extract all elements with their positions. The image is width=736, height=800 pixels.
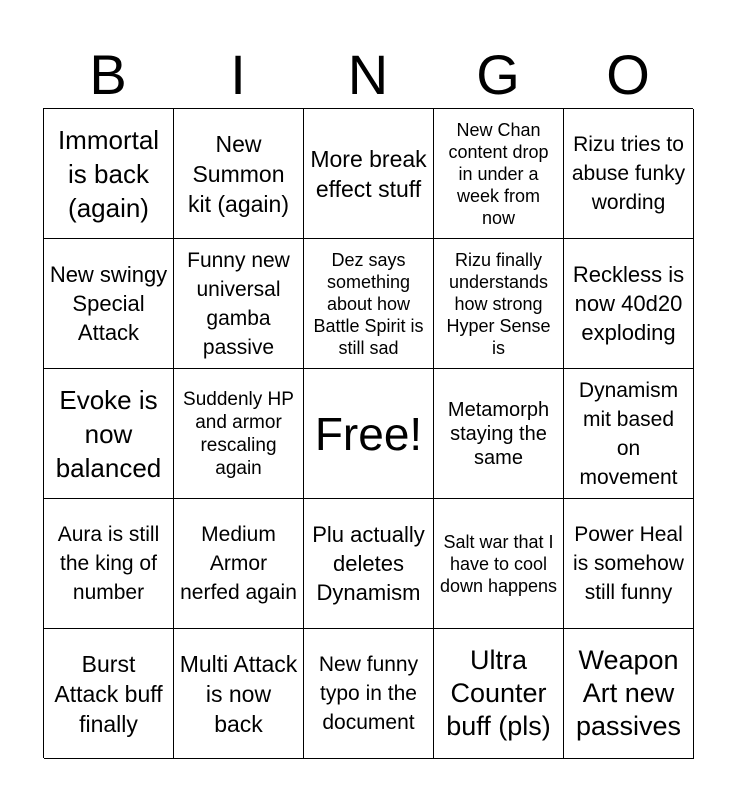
bingo-cell-22[interactable] (174, 629, 304, 759)
bingo-cell-5[interactable] (564, 109, 694, 239)
cell-text: Free! (314, 407, 423, 460)
cell-text: New Summon kit (again) (188, 130, 289, 217)
cell-text: Dez says something about how Battle Spirit is still sad (313, 249, 424, 358)
cell-text: Immortal is back (again) (57, 124, 160, 223)
cell-text: Reckless is now 40d20 exploding (572, 262, 685, 345)
bingo-cell-12[interactable] (174, 369, 304, 499)
cell-text: Weapon Art new passives (575, 645, 682, 741)
cell-text: Ultra Counter buff (pls) (446, 645, 551, 741)
bingo-cell-18[interactable] (304, 499, 434, 629)
header-letter-i: I (230, 43, 246, 106)
cell-text: Burst Attack buff finally (54, 650, 163, 737)
cell-text: Medium Armor nerfed again (180, 523, 297, 604)
cell-text: Rizu tries to abuse funky wording (571, 133, 686, 214)
cell-text: Salt war that I have to cool down happens (439, 531, 558, 596)
cell-text: New swingy Special Attack (49, 262, 168, 345)
bingo-cell-3[interactable] (304, 109, 434, 239)
bingo-cell-25[interactable] (564, 629, 694, 759)
bingo-header (43, 42, 693, 108)
bingo-cell-9[interactable] (434, 239, 564, 369)
cell-text: Evoke is now balanced (55, 384, 162, 483)
header-letter-b: B (89, 43, 127, 106)
bingo-cell-free[interactable] (304, 369, 434, 499)
bingo-cell-23[interactable] (304, 629, 434, 759)
cell-text: Plu actually deletes Dynamism (312, 522, 425, 605)
header-letter-o: O (606, 43, 650, 106)
bingo-cell-2[interactable] (174, 109, 304, 239)
bingo-cell-21[interactable] (44, 629, 174, 759)
bingo-cell-14[interactable] (434, 369, 564, 499)
cell-text: Multi Attack is now back (179, 650, 298, 737)
bingo-cell-7[interactable] (174, 239, 304, 369)
cell-text: Power Heal is somehow still funny (573, 523, 684, 604)
bingo-cell-20[interactable] (564, 499, 694, 629)
bingo-cell-1[interactable] (44, 109, 174, 239)
bingo-cell-16[interactable] (44, 499, 174, 629)
bingo-cell-17[interactable] (174, 499, 304, 629)
cell-text: New Chan content drop in under a week from now (448, 119, 549, 228)
cell-text: Metamorph staying the same (447, 398, 550, 469)
bingo-board (43, 108, 693, 758)
bingo-cell-8[interactable] (304, 239, 434, 369)
cell-text: Dynamism mit based on movement (578, 378, 679, 489)
cell-text: Aura is still the king of number (57, 523, 160, 604)
cell-text: Suddenly HP and armor rescaling again (183, 388, 294, 479)
cell-text: More break effect stuff (310, 145, 427, 202)
bingo-cell-6[interactable] (44, 239, 174, 369)
bingo-cell-24[interactable] (434, 629, 564, 759)
header-letter-g: G (476, 43, 520, 106)
bingo-cell-4[interactable] (434, 109, 564, 239)
bingo-cell-11[interactable] (44, 369, 174, 499)
cell-text: New funny typo in the document (318, 653, 419, 734)
cell-text: Funny new universal gamba passive (187, 248, 290, 359)
cell-text: Rizu finally understands how strong Hyper Sense is (446, 249, 551, 358)
bingo-cell-15[interactable] (564, 369, 694, 499)
bingo-cell-19[interactable] (434, 499, 564, 629)
header-letter-n: N (347, 43, 389, 106)
bingo-cell-10[interactable] (564, 239, 694, 369)
